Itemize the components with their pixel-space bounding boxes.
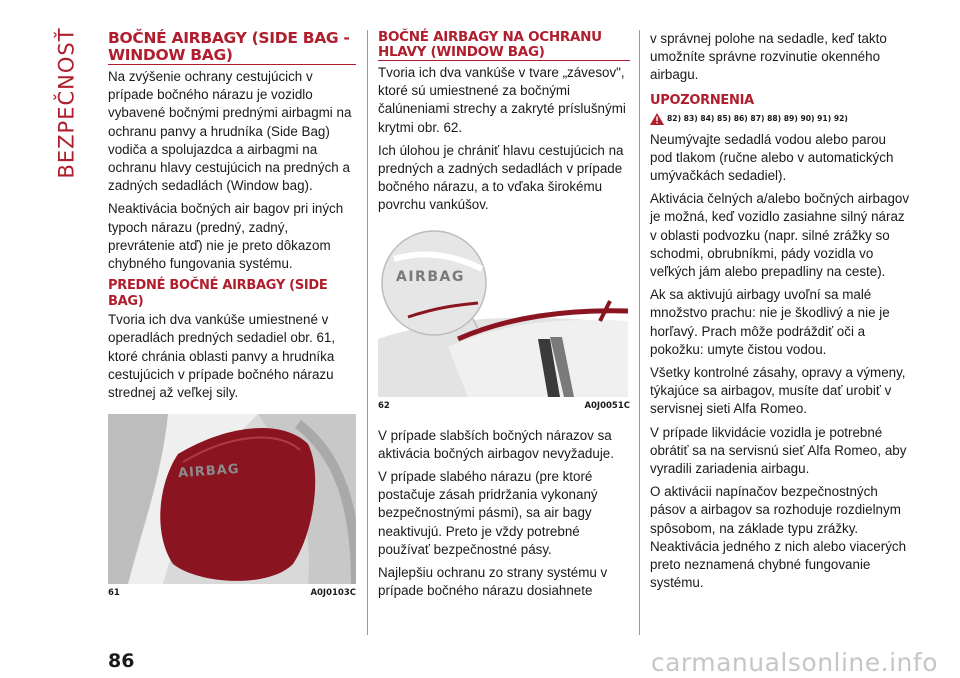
- warning-codes: 82) 83) 84) 85) 86) 87) 88) 89) 90) 91) 92): [667, 114, 848, 124]
- column-divider: [367, 30, 368, 635]
- figure-caption: [108, 588, 356, 598]
- seat-airbag-illustration: [108, 414, 356, 584]
- section-title-window-bag: BOČNÉ AIRBAGY NA OCHRANU HLAVY (WINDOW BAG): [378, 29, 602, 60]
- figure-code: A0J0051C: [584, 400, 630, 411]
- window-airbag-illustration: [378, 229, 628, 397]
- paragraph: V prípade slabého nárazu (pre ktoré postačuje zásah pridržania vykonaný bezpečnostnými pásmi), sa air bagy neaktivujú. Preto je vždy potrebné používať bezpečnostné pásy.: [378, 469, 598, 557]
- title-rule: [378, 30, 630, 61]
- column-3: [650, 30, 912, 597]
- paragraph: Aktivácia čelných a/alebo bočných airbagov je možná, keď vozidlo zasiahne silný náraz v oblasti podvozku (napr. silné zrážky so schodmi, obrubníkmi, pády vozidla vo veľkých jám alebo prepadliny na ceste).: [650, 191, 910, 280]
- paragraph: v správnej polohe na sedadle, keď takto umožníte správne rozvinutie okenného airbagu.: [650, 31, 887, 83]
- paragraph: Neaktivácia bočných air bagov pri iných typoch nárazu (predný, zadný, prevrátenie atď) nie je preto dôkazom chybného fungovania systému.: [108, 201, 344, 272]
- warning-references: [650, 113, 912, 125]
- figure-number: 61: [108, 588, 120, 599]
- paragraph: Neumývajte sedadlá vodou alebo parou pod tlakom (ručne alebo v automatických umývačkách sedadiel).: [650, 131, 894, 184]
- paragraph: V prípade slabších bočných nárazov sa aktivácia bočných airbagov nevyžaduje.: [378, 427, 614, 461]
- paragraph: Ak sa aktivujú airbagy uvoľní sa malé množstvo prachu: nie je škodlivý a nie je horľavý. Prach môže podráždiť oči a pokožku: umyte čistou vodou.: [650, 287, 890, 357]
- paragraph: Tvoria ich dva vankúše umiestnené v operadlách predných sedadiel obr. 61, ktoré chránia oblasti panvy a hrudníka cestujúcich v prípade bočného nárazu strednej až veľkej sily.: [108, 312, 336, 401]
- page-number: 86: [108, 650, 135, 672]
- watermark: carmanualsonline.info: [650, 648, 938, 677]
- figure-number: 62: [378, 400, 390, 411]
- column-divider: [639, 30, 640, 635]
- title-rule: [108, 30, 356, 65]
- column-2: [378, 30, 630, 605]
- paragraph: Všetky kontrolné zásahy, opravy a výmeny, týkajúce sa airbagov, musíte dať urobiť v servisnej sieti Alfa Romeo.: [650, 365, 906, 417]
- figure-caption: [378, 401, 630, 411]
- section-side-tab: [52, 28, 82, 178]
- figure-code: A0J0103C: [310, 588, 356, 599]
- paragraph: Ich úlohou je chrániť hlavu cestujúcich na predných a zadných sedadlách v prípade bočného nárazu, a to vďaka širokému povrchu vankúšov.: [378, 142, 624, 213]
- figure-62-window-airbag: [378, 229, 628, 397]
- section-title-side-bag: BOČNÉ AIRBAGY (SIDE BAG - WINDOW BAG): [108, 29, 350, 64]
- subheading-warnings: UPOZORNENIA: [650, 92, 754, 108]
- airbag-label: AIRBAG: [177, 462, 241, 482]
- warning-triangle-icon: [650, 113, 664, 125]
- airbag-label: AIRBAG: [396, 268, 465, 285]
- column-1: [108, 30, 356, 598]
- paragraph: O aktivácii napínačov bezpečnostných pásov a airbagov sa rozhoduje rozdielnym spôsobom, na základe typu zrážky. Neaktivácia jedného z nich alebo viacerých preto neznamená chybné fungovanie systému.: [650, 484, 907, 591]
- paragraph: Najlepšiu ochranu zo strany systému v prípade bočného nárazu dosiahnete: [378, 565, 608, 599]
- paragraph: Na zvýšenie ochrany cestujúcich v prípade bočného nárazu je vozidlo vybavené bočnými prednými airbagmi na ochranu panvy a hrudníka (Side Bag) vodiča a spolujazdca a airbagmi na ochranu hlavy cestujúcich na predných a zadných sedadlách (Window bag).: [108, 69, 352, 194]
- paragraph: V prípade likvidácie vozidla je potrebné obrátiť sa na servisnú sieť Alfa Romeo, aby vyradili zariadenia airbagu.: [650, 424, 907, 477]
- section-side-tab-label: BEZPEČNOSŤ: [55, 27, 79, 179]
- subheading-front-side-bag: PREDNÉ BOČNÉ AIRBAGY (SIDE BAG): [108, 278, 328, 310]
- figure-61-seat-airbag: [108, 414, 356, 584]
- paragraph: Tvoria ich dva vankúše v tvare „závesov", ktoré sú umiestnené za bočnými čalúneniami strechy a zakryté príslušnými krytmi obr. 62.: [378, 65, 626, 135]
